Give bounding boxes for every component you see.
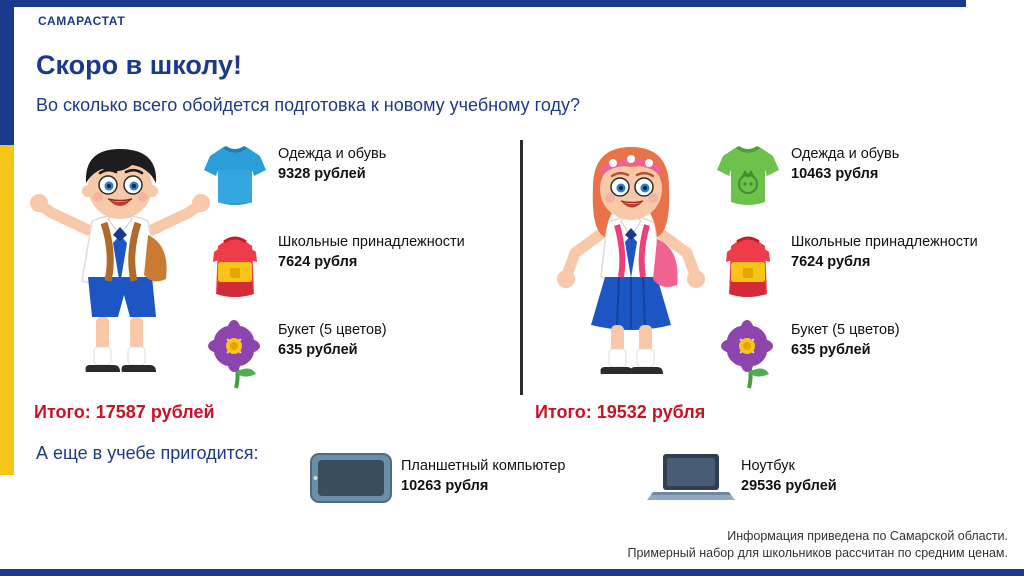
list-item <box>713 228 1024 316</box>
tablet-icon <box>305 448 397 508</box>
list-item-text <box>791 322 900 358</box>
bottom-blue-bar <box>0 569 1024 576</box>
list-item-value: 7624 рубля <box>278 254 358 270</box>
list-item-text <box>791 146 899 182</box>
extra-item-label: Планшетный компьютер <box>401 458 566 474</box>
backpack-icon <box>713 228 783 304</box>
laptop-icon <box>645 448 737 508</box>
tshirt-icon <box>713 140 783 216</box>
list-item-label: Букет (5 цветов) <box>791 322 900 338</box>
list-item <box>713 316 1024 404</box>
page-title: Скоро в школу! <box>36 50 243 80</box>
list-item <box>713 140 1024 228</box>
footnote <box>627 528 1008 562</box>
extra-item-value: 29536 рублей <box>741 478 837 494</box>
flower-icon <box>713 316 783 392</box>
list-item-label: Одежда и обувь <box>791 146 900 162</box>
list-item <box>200 228 520 316</box>
column-divider <box>520 140 523 395</box>
schoolgirl-illustration <box>541 135 721 390</box>
list-item-text <box>278 146 386 182</box>
list-item-value: 10463 рубля <box>791 166 879 182</box>
list-item <box>200 316 520 404</box>
brand-label: САМАРАСТАТ <box>38 14 126 28</box>
extra-item-value: 10263 рубля <box>401 478 489 494</box>
page-subtitle: Во сколько всего обойдется подготовка к новому учебному году? <box>36 95 580 115</box>
list-item-label: Школьные принадлежности <box>791 234 978 250</box>
list-item-text <box>278 322 387 358</box>
extras-label: А еще в учебе пригодится: <box>36 443 259 463</box>
list-item-value: 9328 рублей <box>278 166 366 182</box>
items-list-boy <box>200 140 520 404</box>
top-bar-white-notch <box>966 0 1024 7</box>
list-item-label: Школьные принадлежности <box>278 234 465 250</box>
top-blue-bar <box>0 0 1024 7</box>
extra-item-label: Ноутбук <box>741 458 795 474</box>
list-item-text <box>791 234 978 270</box>
list-item-value: 7624 рубля <box>791 254 871 270</box>
tshirt-icon <box>200 140 270 216</box>
total-girl: Итого: 19532 рубля <box>535 402 706 422</box>
footnote-line-1: Информация приведена по Самарской области. <box>727 529 1008 543</box>
extra-item-text <box>401 458 565 494</box>
total-boy: Итого: 17587 рублей <box>34 402 215 422</box>
list-item-label: Букет (5 цветов) <box>278 322 387 338</box>
backpack-icon <box>200 228 270 304</box>
list-item-value: 635 рублей <box>791 342 871 358</box>
flower-icon <box>200 316 270 392</box>
items-list-girl <box>713 140 1024 404</box>
left-accent-bar-blue <box>0 7 14 145</box>
extra-item-text <box>741 458 837 494</box>
list-item-label: Одежда и обувь <box>278 146 387 162</box>
list-item-text <box>278 234 465 270</box>
left-accent-bar-yellow <box>0 145 14 475</box>
list-item <box>200 140 520 228</box>
schoolboy-illustration <box>30 135 210 390</box>
footnote-line-2: Примерный набор для школьников рассчитан по средним ценам. <box>627 546 1008 560</box>
list-item-value: 635 рублей <box>278 342 358 358</box>
